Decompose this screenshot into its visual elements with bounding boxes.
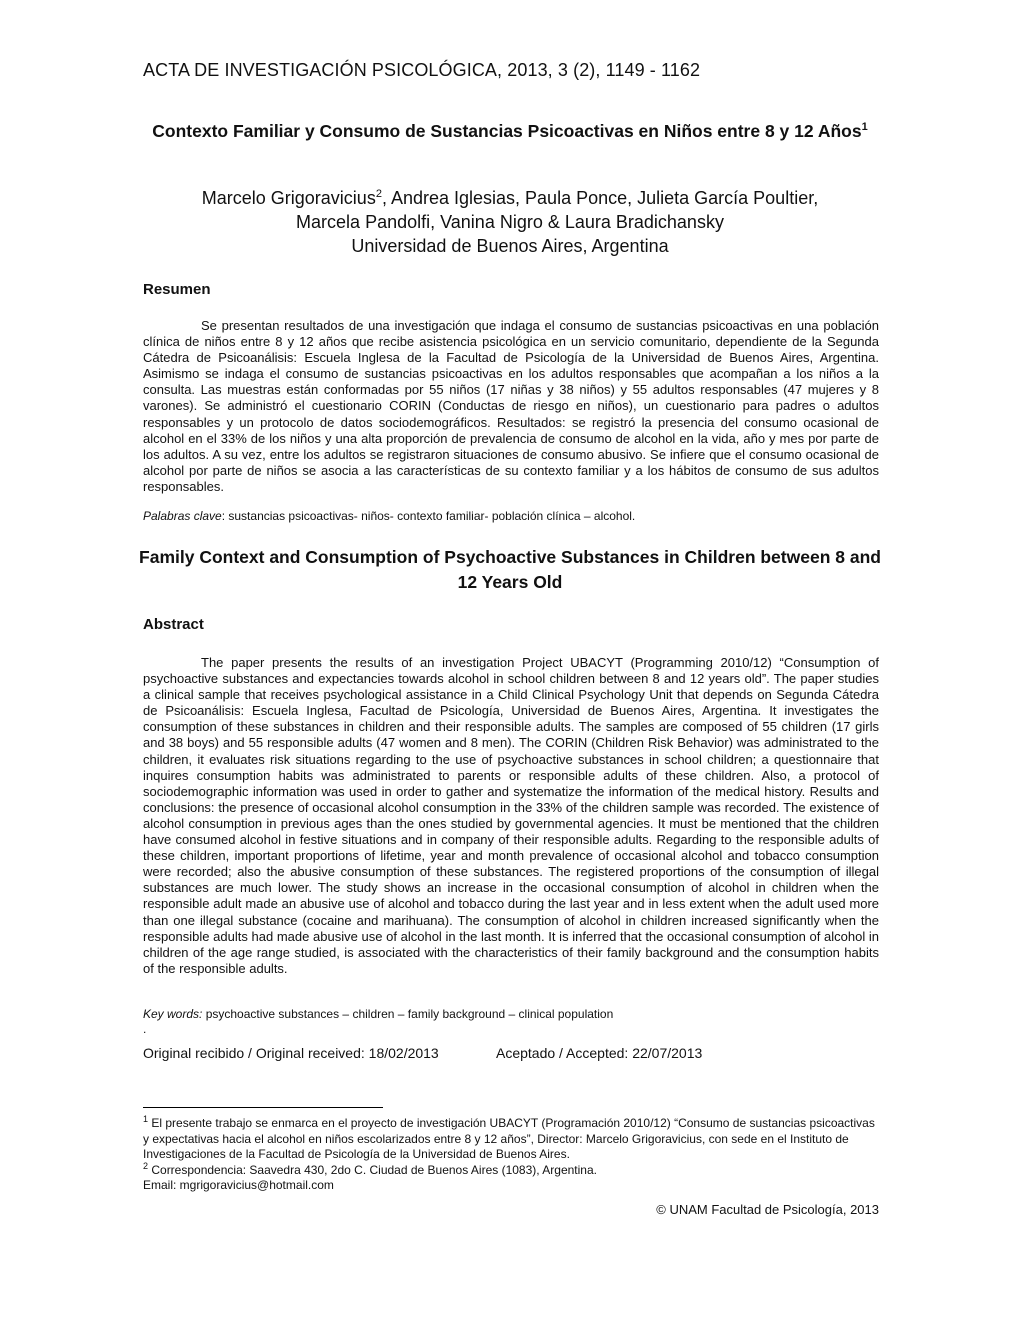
affiliation: Universidad de Buenos Aires, Argentina xyxy=(351,236,669,256)
author-footnote-mark[interactable]: 2 xyxy=(375,188,382,200)
footnote-1-number: 1 xyxy=(143,1114,149,1124)
footnote-divider xyxy=(143,1107,383,1108)
received-date: Original recibido / Original received: 18/02/2013 xyxy=(143,1045,439,1061)
footnote-2 xyxy=(143,1160,883,1179)
abstract-text: The paper presents the results of an investigation Project UBACYT (Programming 2010/12) “Consumption of psychoactive substances and expectancies towards alcohol in school children between 8 and 12 years old”. The paper studies a clinical sample that receives psychological assistance in a Child Clinical Psychology Unit that depends on Segunda Cátedra de Psicoanálisis: Escuela Inglesa, Facultad de Psicología, Universidad de Buenos Aires, Argentina. It investigates the consumption of these substances in children and their responsible adults. The samples are composed of 55 children (17 girls and 38 boys) and 55 responsible adults (47 women and 8 men). The CORIN (Children Risk Behavior) was administrated to the children, it evaluates risk situations regarding to the use of psychoactive substances in school children; a questionnaire that inquires consumption habits was administrated to parents or responsible adults of these children. Also, a protocol of sociodemographic information was used in order to gather and systematize the information of the medical history. Results and conclusions: the presence of occasional alcohol consumption in the 33% of the children sample was recorded. The existence of alcohol consumption in previous ages than the ones studied by governmental agencies. It must be mentioned that the children have consumed alcohol in festive situations and in company of their responsible adults. Regarding to the responsible adults of these children, important proportions of lifetime, year and month prevalence of occasional alcohol and tobacco consumption were recorded; also the abusive consumption of these substances. The registered proportions of the consumption of illegal substances are much lower. The study shows an increase in the occasional consumption of alcohol in children when the responsible adult made an abusive use of alcohol and tobacco during the last year and in less extent when the adult used more than one illegal substance (cocaine and marihuana). The consumption of alcohol in children increased significantly when the responsible adults had made abusive use of alcohol in the last month. It is inferred that the occasional consumption of alcohol in children of the age range studied, is associated with the characteristics of their family background and the consumption habits of the responsible adults. xyxy=(143,655,879,976)
key-words-label: Key words: xyxy=(143,1007,203,1021)
authors-line-2: Marcela Pandolfi, Vanina Nigro & Laura Bradichansky xyxy=(296,212,724,232)
correspondence-email[interactable]: Email: mgrigoravicius@hotmail.com xyxy=(143,1178,334,1192)
palabras-clave-label: Palabras clave xyxy=(143,509,222,523)
footnote-1-text: El presente trabajo se enmarca en el proyecto de investigación UBACYT (Programación 2010/12) “Consumo de sustancias psicoactivas y expectativas hacia el alcohol en niños escolarizados entre 8 y 12 años”, Director: Marcelo Grigoravicius, con sede en el Instituto de Investigaciones de la Facultad de Psicología de la Universidad de Buenos Aires. xyxy=(143,1116,875,1161)
title-spanish xyxy=(130,119,890,144)
resumen-heading: Resumen xyxy=(143,281,211,298)
abstract-heading: Abstract xyxy=(143,616,204,633)
key-words-text: psychoactive substances – children – family background – clinical population xyxy=(202,1007,614,1021)
key-words xyxy=(143,1007,613,1022)
accepted-date: Aceptado / Accepted: 22/07/2013 xyxy=(496,1045,703,1061)
co-authors: , Andrea Iglesias, Paula Ponce, Julieta García Poultier, xyxy=(381,188,819,208)
palabras-clave-text: : sustancias psicoactivas- niños- contexto familiar- población clínica – alcohol. xyxy=(221,509,636,523)
authors-line-1 xyxy=(130,186,890,210)
journal-header: ACTA DE INVESTIGACIÓN PSICOLÓGICA, 2013, 3 (2), 1149 - 1162 xyxy=(143,60,701,80)
dates-line xyxy=(143,1045,702,1061)
resumen-text: Se presentan resultados de una investigación que indaga el consumo de sustancias psicoactivas en una población clínica de niños entre 8 y 12 años que recibe asistencia psicológica en un servicio comunitario, dependiente de la Segunda Cátedra de Psicoanálisis: Escuela Inglesa de la Facultad de Psicología de la Universidad de Buenos Aires, Argentina. Asimismo se indaga el consumo de sustancias psicoactivas en los adultos responsables que acompañan a los niños a la consulta. Las muestras están conformadas por 55 niños (17 niñas y 38 niños) y 55 adultos responsables (47 mujeres y 8 varones). Se administró el cuestionario CORIN (Conductas de riesgo en niños), un cuestionario para padres o adultos responsables y un protocolo de datos sociodemográficos. Resultados: se registró la presencia del consumo ocasional de alcohol en el 33% de los niños y una alta proporción de prevalencia de consumo de alcohol en la vida, año y mes por parte de los adultos. A su vez, entre los adultos se registraron situaciones de consumo abusivo. Se infiere que el consumo ocasional de alcohol por parte de niños se asocia a las características de su contexto familiar y a los hábitos de consumo de sus adultos responsables. xyxy=(143,318,879,494)
palabras-clave xyxy=(143,509,635,524)
footnote-2-number: 2 xyxy=(143,1160,149,1171)
footnote-1 xyxy=(143,1116,883,1163)
title-english: Family Context and Consumption of Psychoactive Substances in Children between 8 and 12 Years Old xyxy=(139,547,881,592)
title-footnote-mark[interactable]: 1 xyxy=(861,121,868,134)
stray-dot: . xyxy=(143,1022,147,1036)
title-spanish-text: Contexto Familiar y Consumo de Sustancias Psicoactivas en Niños entre 8 y 12 Años xyxy=(152,121,862,141)
first-author: Marcelo Grigoravicius xyxy=(201,188,376,208)
authors-block xyxy=(130,186,890,258)
footnote-2-text: Correspondencia: Saavedra 430, 2do C. Ciudad de Buenos Aires (1083), Argentina. xyxy=(148,1162,597,1177)
copyright-notice: © UNAM Facultad de Psicología, 2013 xyxy=(656,1202,879,1217)
footnotes xyxy=(143,1116,883,1194)
